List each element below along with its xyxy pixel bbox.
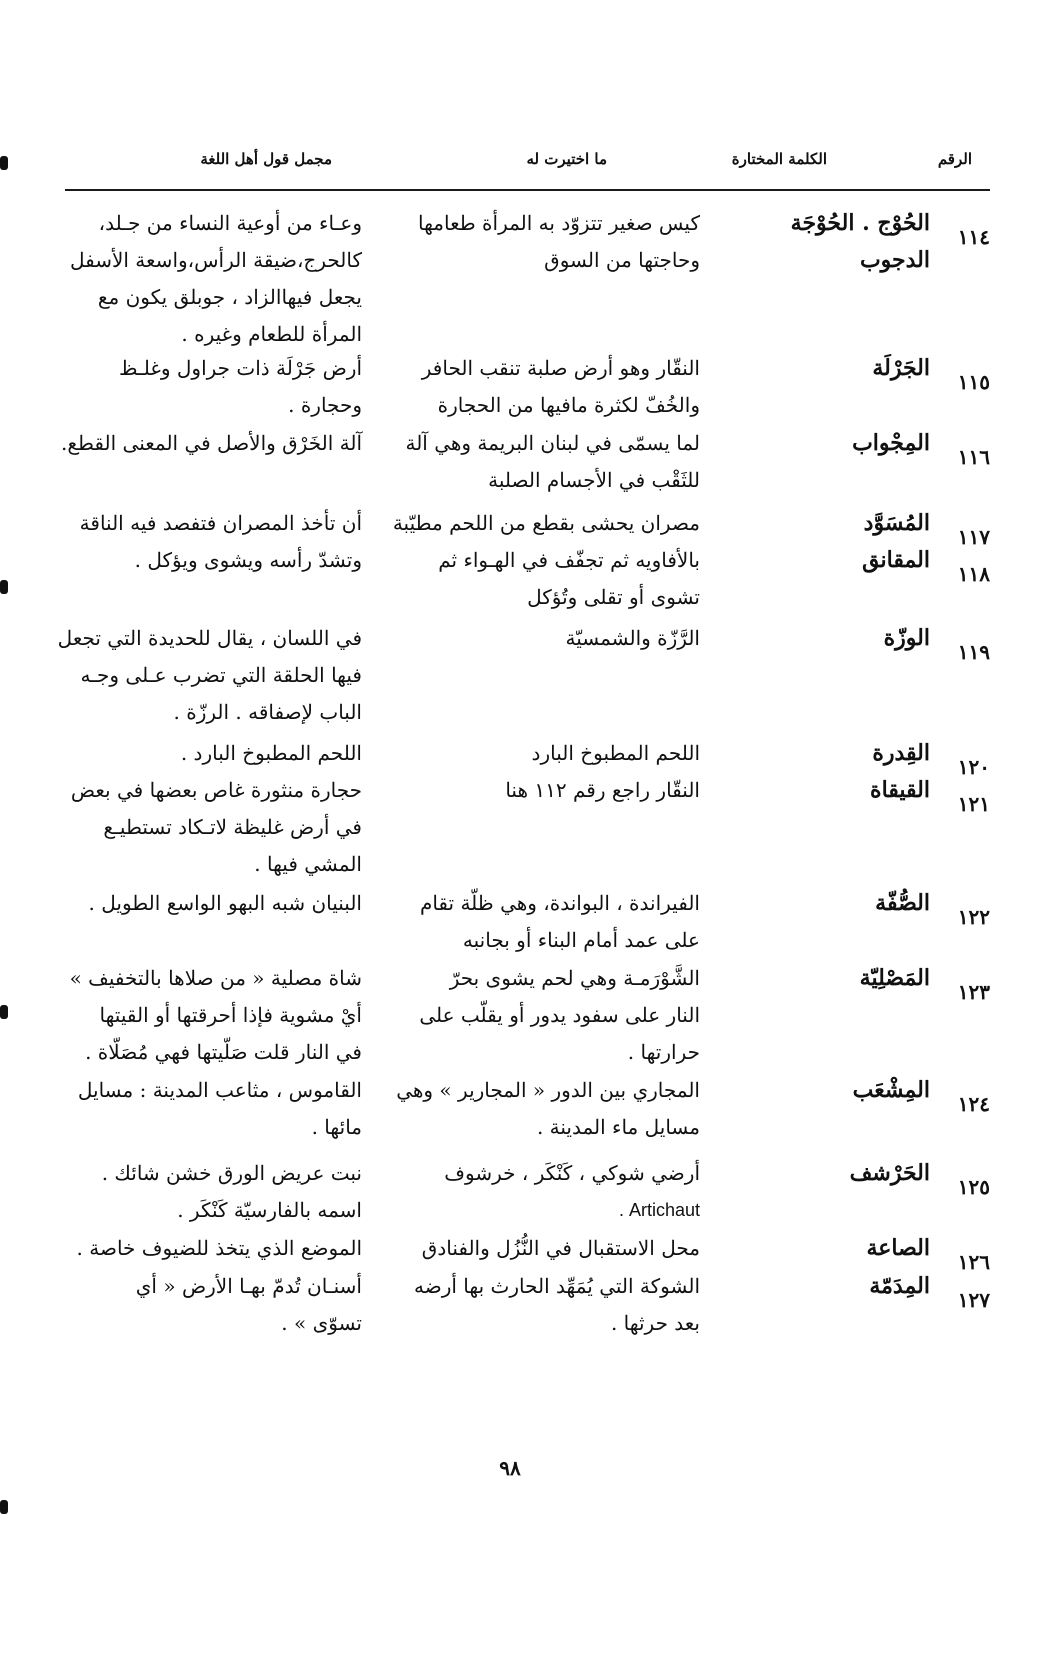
entry-chosen-meaning (400, 885, 700, 959)
entry-original-meaning-line: أيْ مشوية فإذا أحرقتها أو القيتها (99, 1003, 362, 1027)
entry-chosen-meaning (400, 425, 700, 499)
entry-original-meaning-line: كالحرج،ضيقة الرأس،واسعة الأسفل (69, 248, 362, 272)
entry-word (760, 960, 930, 997)
entry-word-line: الوزّة (883, 625, 930, 651)
entry-original-meaning (62, 960, 362, 1071)
entry-chosen-meaning-line: النقّار راجع رقم ١١٢ هنا (505, 778, 700, 802)
entry-word (760, 505, 930, 542)
entry-word-line: القِدرة (872, 740, 930, 766)
entry-chosen-meaning-line: بعد حرثها . (610, 1311, 700, 1335)
entry-word-line: المِجْواب (852, 430, 930, 456)
scan-mark (0, 156, 8, 170)
entry-original-meaning-line: وتشدّ رأسه ويشوى ويؤكل . (134, 548, 362, 572)
entry-original-meaning (62, 505, 362, 542)
entry-original-meaning-line: شاة مصلية « من صلاها بالتخفيف » (69, 966, 362, 990)
entry-chosen-meaning (392, 505, 700, 542)
entry-original-meaning (62, 205, 362, 353)
entry-original-meaning-line: مائها . (311, 1115, 362, 1139)
entry-number: ١١٩ (957, 640, 990, 664)
entry-original-meaning (62, 1268, 362, 1342)
entry-word-line: الحُوْج . الحُوْجَة (790, 210, 930, 236)
entry-number: ١١٤ (957, 225, 990, 249)
entry-original-meaning-line: نبت عريض الورق خشن شائك . (101, 1161, 362, 1185)
entry-original-meaning (62, 735, 362, 772)
entry-original-meaning-line: اسمه بالفارسيّة كَنْكَر . (177, 1198, 362, 1222)
entry-chosen-meaning-line: وحاجتها من السوق (544, 248, 700, 272)
entry-original-meaning-line: المشي فيها . (254, 852, 362, 876)
entry-number: ١٢٥ (957, 1175, 990, 1199)
entry-original-meaning (62, 350, 362, 424)
scan-mark (0, 1500, 8, 1514)
entry-word-line: الصُّفّة (875, 890, 930, 916)
entry-chosen-meaning-line: الشوكة التي يُمَهِّد الحارث بها أرضه (414, 1274, 700, 1298)
entry-chosen-meaning-line: النار على سفود يدور أو يقلّب على (419, 1003, 700, 1027)
entry-chosen-meaning-line: المجاري بين الدور « المجارير » وهي (396, 1078, 700, 1102)
entry-number: ١٢١ (957, 792, 990, 816)
entry-original-meaning-line: الموضع الذي يتخذ للضيوف خاصة . (76, 1236, 362, 1260)
entry-original-meaning-line: حجارة منثورة غاص بعضها في بعض (70, 778, 362, 802)
entry-original-meaning-line: الباب لإصفاقه . الرزّة . (173, 700, 362, 724)
entry-chosen-meaning-line: للثَقْب في الأجسام الصلبة (488, 468, 700, 492)
entry-chosen-meaning (400, 350, 700, 424)
entry-number: ١٢٢ (957, 905, 990, 929)
entry-chosen-meaning (400, 1155, 700, 1229)
entry-number: ١٢٣ (957, 980, 990, 1004)
entry-original-meaning-line: وحجارة . (288, 393, 362, 417)
entry-word (760, 1155, 930, 1192)
entry-word (760, 350, 930, 387)
entry-original-meaning (62, 1072, 362, 1146)
entry-chosen-meaning-line: كيس صغير تتزوّد به المرأة طعامها (417, 211, 700, 235)
entry-original-meaning (62, 1230, 362, 1267)
entry-original-meaning-line: فيها الحلقة التي تضرب عـلى وجـه (80, 663, 362, 687)
entry-number: ١٢٦ (957, 1250, 990, 1274)
entry-word-line: الدجوب (859, 247, 930, 273)
entry-word (760, 1230, 930, 1267)
entry-word-line: الصاعة (866, 1235, 930, 1261)
entry-chosen-meaning-line: اللحم المطبوخ البارد (531, 741, 700, 765)
entry-original-meaning-line: المرأة للطعام وغيره . (181, 322, 362, 346)
entry-chosen-latin: Artichaut . (618, 1200, 700, 1220)
entry-number: ١٢٠ (957, 755, 990, 779)
entry-chosen-meaning-line: الفيراندة ، البواندة، وهي ظلّة تقام (419, 891, 700, 915)
entry-word-line: المِدَمّة (869, 1273, 930, 1299)
entry-chosen-meaning (400, 205, 700, 279)
entry-chosen-meaning (400, 1230, 700, 1267)
entry-number: ١٢٧ (957, 1288, 990, 1312)
entry-word (760, 735, 930, 772)
entry-chosen-meaning-line: لما يسمّى في لبنان البريمة وهي آلة (405, 431, 700, 455)
entry-original-meaning-line: في أرض غليظة لاتـكاد تستطيـع (103, 815, 362, 839)
entry-chosen-meaning-line: تشوى أو تقلى وتُؤكل (527, 585, 700, 609)
header-word: الكلمة المختارة (731, 150, 827, 168)
entry-chosen-meaning (400, 1268, 700, 1342)
entry-original-meaning (62, 885, 362, 922)
entry-original-meaning-line: وعـاء من أوعية النساء من جـلد، (98, 211, 362, 235)
scan-mark (0, 580, 8, 594)
entry-original-meaning-line: أسنـان تُدمّ بهـا الأرض « أي (135, 1274, 362, 1298)
entry-word-line: المِشْعَب (852, 1077, 930, 1103)
entry-word-line: القيقاة (870, 777, 930, 803)
entry-chosen-meaning-line: محل الاستقبال في النُّزُل والفنادق (421, 1236, 700, 1260)
entry-word (760, 772, 930, 809)
entry-chosen-meaning (400, 620, 700, 657)
entry-chosen-meaning-line: الشَّوْرَمـة وهي لحم يشوى بحرّ (449, 966, 700, 990)
entry-word (760, 885, 930, 922)
entry-number: ١٢٤ (957, 1092, 990, 1116)
entry-original-meaning-line: اللحم المطبوخ البارد . (180, 741, 362, 765)
header-chosen: ما اختيرت له (526, 150, 607, 168)
scan-mark (0, 1005, 8, 1019)
header-rule (65, 189, 990, 191)
entry-number: ١١٧ (957, 525, 990, 549)
entry-word (760, 1268, 930, 1305)
entry-original-meaning (62, 542, 362, 579)
header-number: الرقم (937, 150, 972, 168)
entry-chosen-meaning (400, 542, 700, 616)
entry-chosen-meaning-line: مصران يحشى بقطع من اللحم مطيّبة (392, 511, 700, 535)
entry-word-line: المقانق (862, 547, 930, 573)
entry-chosen-meaning-line: بالأفاويه ثم تجفّف في الهـواء ثم (438, 548, 700, 572)
entry-original-meaning-line: أن تأخذ المصران فتفصد فيه الناقة (79, 511, 362, 535)
entry-original-meaning-line: في النار قلت صَلّيتها فهي مُصَلّاة . (85, 1040, 362, 1064)
entry-original-meaning-line: أرض جَرْلَة ذات جراول وغلـظ (118, 356, 362, 380)
entry-original-meaning-line: البنيان شبه البهو الواسع الطويل . (88, 891, 362, 915)
entry-chosen-meaning (396, 1072, 700, 1146)
entry-chosen-meaning-line: أرضي شوكي ، كَنْكَر ، خرشوف (444, 1161, 700, 1185)
entry-chosen-meaning-line: على عمد أمام البناء أو بجانبه (462, 928, 700, 952)
entry-chosen-meaning-line: النقّار وهو أرض صلبة تنقب الحافر (421, 356, 700, 380)
entry-chosen-meaning (400, 960, 700, 1071)
entry-chosen-meaning-line: مسايل ماء المدينة . (536, 1115, 700, 1139)
entry-word-line: المَصْلِيّة (859, 965, 930, 991)
entry-word (760, 620, 930, 657)
entry-word (760, 1072, 930, 1109)
entry-word-line: المُسَوَّد (863, 510, 930, 536)
entry-original-meaning-line: تسوّى » . (281, 1311, 362, 1335)
entry-number: ١١٨ (957, 562, 990, 586)
page-number: ٩٨ (499, 1456, 521, 1480)
header-original: مجمل قول أهل اللغة (200, 150, 332, 168)
entry-chosen-meaning-line: حرارتها . (627, 1040, 700, 1064)
entry-original-meaning-line: القاموس ، مثاعب المدينة : مسايل (77, 1078, 362, 1102)
entry-original-meaning-line: يجعل فيهاالزاد ، جوبلق يكون مع (97, 285, 362, 309)
entry-chosen-meaning-line: والخُفّ لكثرة مافيها من الحجارة (437, 393, 700, 417)
entry-word (760, 542, 930, 579)
entry-original-meaning (62, 772, 362, 883)
entry-word-line: الجَرْلَة (872, 355, 930, 381)
entry-chosen-meaning (400, 772, 700, 809)
entry-original-meaning (62, 1155, 362, 1229)
entry-chosen-meaning (400, 735, 700, 772)
entry-number: ١١٦ (957, 445, 990, 469)
entry-chosen-meaning-line: الرَّزّة والشمسيّة (565, 626, 700, 650)
entry-original-meaning (62, 425, 362, 462)
entry-word-line: الحَرْشف (849, 1160, 930, 1186)
entry-number: ١١٥ (957, 370, 990, 394)
entry-word (760, 205, 930, 279)
entry-original-meaning-line: في اللسان ، يقال للحديدة التي تجعل (57, 626, 362, 650)
entry-original-meaning-line: آلة الخَرْق والأصل في المعنى القطع. (61, 431, 362, 455)
entry-original-meaning (57, 620, 362, 731)
entry-word (760, 425, 930, 462)
